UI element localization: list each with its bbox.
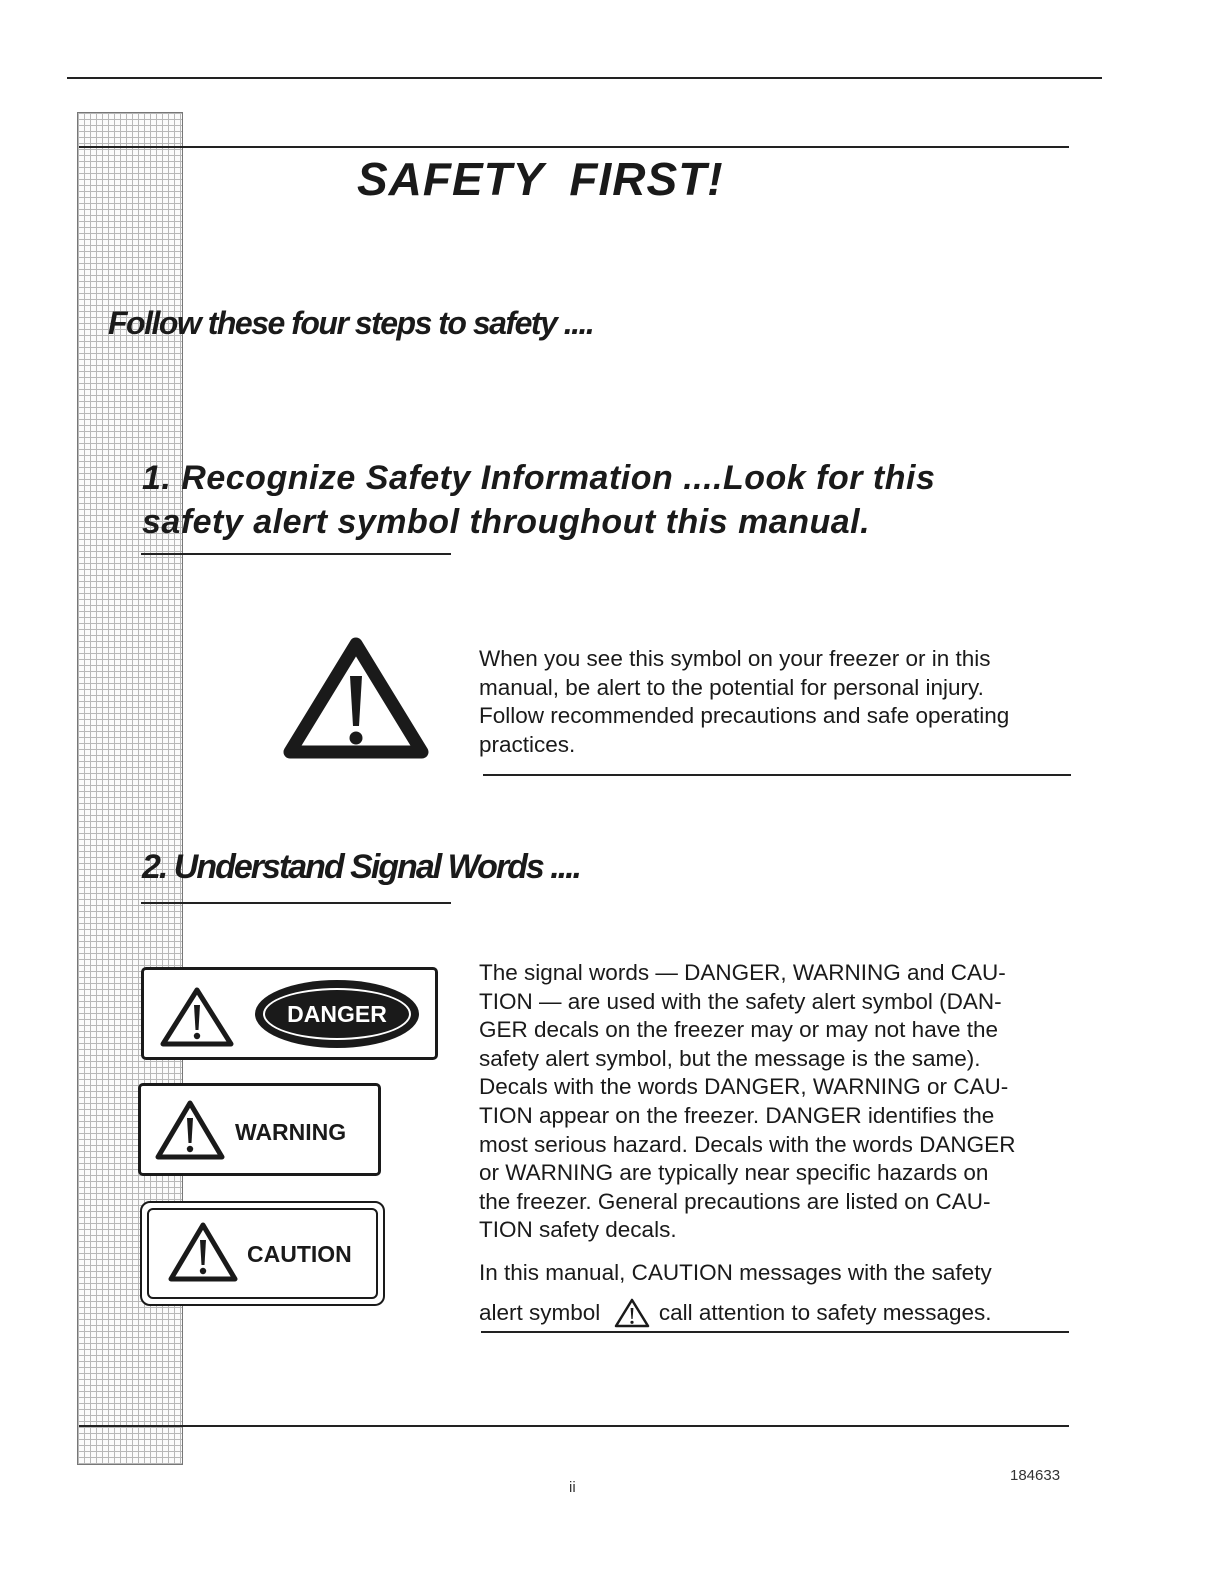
paragraph-line: The signal words — DANGER, WARNING and CAU- <box>479 960 1006 985</box>
bottom-page-rule <box>79 1425 1069 1427</box>
page-title: SAFETY FIRST! <box>357 153 724 205</box>
step2-heading-rule <box>141 902 451 904</box>
inline-safety-alert-icon <box>613 1297 651 1329</box>
warning-decal <box>138 1083 381 1176</box>
step2-heading: 2. Understand Signal Words .... <box>142 848 581 886</box>
safety-alert-icon <box>283 636 429 760</box>
page-subtitle: Follow these four steps to safety .... <box>108 305 594 341</box>
doc-number: 184633 <box>1010 1467 1061 1484</box>
danger-oval <box>255 980 419 1048</box>
paragraph-line: TION — are used with the safety alert symbol (DAN- <box>479 988 1002 1014</box>
warning-triangle-icon <box>166 1220 240 1284</box>
step1-heading <box>142 456 935 544</box>
top-page-rule <box>67 77 1102 79</box>
paragraph-line: safety alert symbol, but the message is the same). <box>479 1045 981 1071</box>
step1-description <box>479 645 1079 759</box>
page-number: ii <box>569 1479 576 1496</box>
paragraph-line: Decals with the words DANGER, WARNING or CAU- <box>479 1074 1009 1100</box>
warning-triangle-icon <box>153 1098 227 1162</box>
step1-description-line: practices. <box>479 731 576 757</box>
step2-paragraph <box>479 959 1079 1245</box>
title-top-rule <box>79 146 1069 148</box>
paragraph-line: GER decals on the freezer may or may not have the <box>479 1017 999 1043</box>
step1-heading-line2: safety alert symbol throughout this manual. <box>142 503 871 541</box>
warning-label: WARNING <box>235 1119 347 1145</box>
paragraph-line: the freezer. General precautions are listed on CAU- <box>479 1188 991 1214</box>
paragraph-line: TION appear on the freezer. DANGER identifies the <box>479 1102 995 1128</box>
paragraph-line: TION safety decals. <box>479 1217 677 1243</box>
paragraph-line: or WARNING are typically near specific hazards on <box>479 1160 989 1186</box>
step1-heading-rule <box>141 553 451 555</box>
caution-decal <box>140 1201 385 1306</box>
warning-triangle-icon <box>158 985 236 1049</box>
step1-description-line: When you see this symbol on your freezer or in this <box>479 646 991 671</box>
step1-description-rule <box>483 774 1071 776</box>
caution-note-line2 <box>479 1297 1079 1329</box>
step2-note-rule <box>481 1331 1069 1333</box>
step1-description-line: manual, be alert to the potential for personal injury. <box>479 674 984 700</box>
caution-note-line1: In this manual, CAUTION messages with the safety <box>479 1260 992 1285</box>
note-text-after-icon: call attention to safety messages. <box>658 1300 992 1325</box>
danger-decal <box>141 967 438 1060</box>
danger-label: DANGER <box>263 988 411 1040</box>
caution-label: CAUTION <box>247 1241 352 1267</box>
paragraph-line: most serious hazard. Decals with the words DANGER <box>479 1131 1016 1157</box>
step1-heading-line1: 1. Recognize Safety Information ....Look for this <box>142 459 936 497</box>
step1-description-line: Follow recommended precautions and safe operating <box>479 703 1010 729</box>
note-text-before-icon: alert symbol <box>479 1300 601 1325</box>
